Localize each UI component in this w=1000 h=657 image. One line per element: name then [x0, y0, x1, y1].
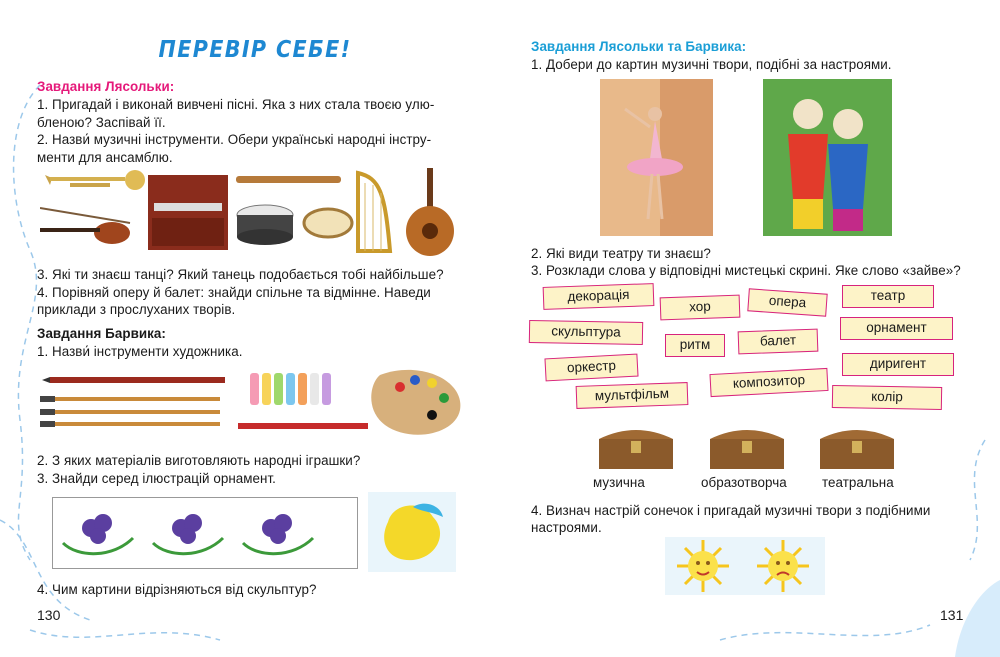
section-heading-lyasolka: Завдання Лясольки: — [37, 79, 175, 94]
chalk-icon — [250, 373, 331, 405]
chest-icon[interactable] — [818, 421, 896, 471]
word-card[interactable]: орнамент — [840, 317, 953, 340]
text-line: 3. Які ти знаєш танці? Який танець подобається тобі найбільше? — [37, 267, 444, 282]
musical-instruments-illustration — [40, 163, 480, 263]
piano-icon — [148, 175, 228, 250]
word-card[interactable]: диригент — [842, 353, 954, 376]
chest-label-theatre: театральна — [822, 475, 894, 490]
chest-label-visual: образотворча — [701, 475, 787, 490]
palette-icon — [371, 370, 460, 435]
clay-toy-illustration — [368, 492, 456, 572]
marker-icon — [238, 423, 368, 429]
harp-icon — [358, 173, 390, 251]
text-line: менти для ансамблю. — [37, 149, 173, 165]
section-heading-barvyk: Завдання Барвика: — [37, 326, 166, 341]
page-number-left: 130 — [37, 607, 61, 623]
text-line: 1. Пригадай і виконай вивчені пісні. Яка з них стала твоєю улю- — [37, 97, 435, 112]
text-line: 2. З яких матеріалів виготовляють народні іграшки? — [37, 453, 361, 468]
lyasolka-tasks-3-4 — [37, 266, 469, 319]
clowns-painting — [763, 79, 892, 236]
text-line: 2. Назви́ музичні інструменти. Обери українські народні інстру- — [37, 132, 432, 147]
word-card[interactable]: опера — [747, 288, 827, 316]
word-card[interactable]: мультфільм — [576, 382, 689, 409]
barvyk-tasks-2-3 — [37, 452, 360, 487]
artist-tools-illustration — [40, 365, 470, 445]
violin-icon — [40, 208, 130, 244]
task-4-text-1: 4. Визнач настрій сонечок і пригадай музичні твори з подібними — [531, 503, 931, 518]
flute-icon — [236, 176, 341, 183]
word-card[interactable]: хор — [660, 295, 741, 321]
word-card[interactable]: декорація — [543, 283, 655, 310]
barvyk-task-1: 1. Назви́ інструменти художника. — [37, 344, 243, 359]
tambourine-icon — [304, 209, 352, 237]
section-heading-both: Завдання Лясольки та Барвика: — [531, 39, 747, 54]
suns-illustration — [665, 537, 825, 595]
word-card[interactable]: скульптура — [529, 320, 643, 345]
chest-icon[interactable] — [597, 421, 675, 471]
page-number-right: 131 — [940, 607, 964, 623]
word-card[interactable]: оркестр — [544, 354, 638, 382]
word-card[interactable]: театр — [842, 285, 934, 308]
barvyk-task-4: 4. Чим картини відрізняються від скульптур? — [37, 582, 317, 597]
pencil-icon — [42, 377, 225, 383]
text-line: 4. Порівняй оперу й балет: знайди спільне та відмінне. Наведи — [37, 284, 431, 300]
flower-ornament-icon — [53, 498, 357, 568]
ballerina-painting — [600, 79, 713, 236]
text-line: приклади з прослуханих творів. — [37, 302, 236, 317]
word-card[interactable]: композитор — [709, 368, 828, 397]
task-3-text: 3. Розклади слова у відповідні мистецькі скрині. Яке слово «зайве»? — [531, 263, 961, 278]
text-line: 3. Знайди серед ілюстрацій орнамент. — [37, 470, 276, 486]
lyasolka-tasks-1-2 — [37, 96, 469, 166]
drum-icon — [237, 205, 293, 245]
word-card[interactable]: балет — [738, 329, 819, 355]
ornament-strip — [52, 497, 358, 569]
word-card[interactable]: ритм — [665, 334, 725, 357]
trumpet-icon — [45, 170, 145, 190]
brushes-icon — [40, 396, 220, 427]
chest-label-music: музична — [593, 475, 645, 490]
chest-icon[interactable] — [708, 421, 786, 471]
page-title: ПЕРЕВІР СЕБЕ! — [158, 37, 352, 63]
bandura-icon — [406, 168, 454, 256]
text-line: бленою? Заспівай її. — [37, 114, 166, 130]
task-2-text: 2. Які види театру ти знаєш? — [531, 246, 711, 261]
task-1-text: 1. Добери до картин музичні твори, подібні за настроями. — [531, 57, 892, 72]
word-card[interactable]: колір — [832, 385, 942, 410]
task-4-text-2: настроями. — [531, 520, 602, 535]
